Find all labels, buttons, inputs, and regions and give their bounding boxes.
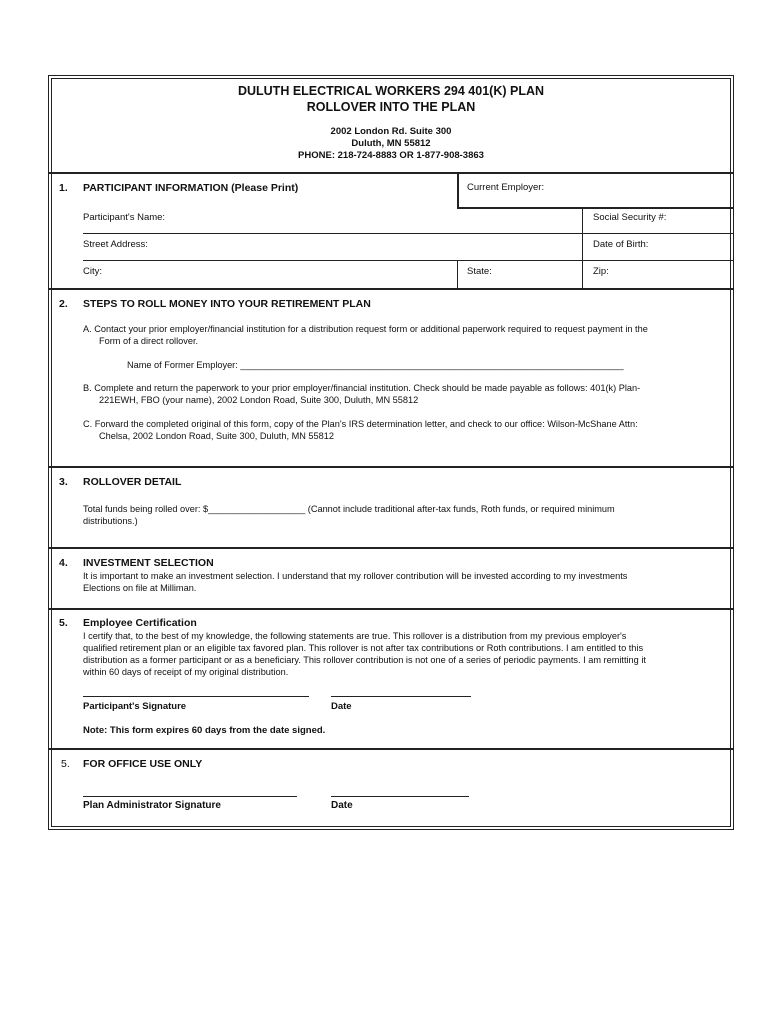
form-subtitle: ROLLOVER INTO THE PLAN <box>306 100 476 114</box>
step-a-text: A. Contact your prior employer/financial institution for a distribution request form or additional paperwork required to request payment in the <box>83 324 648 334</box>
admin-signature-label: Plan Administrator Signature <box>83 800 221 811</box>
section-title: INVESTMENT SELECTION <box>83 557 214 569</box>
step-b-text: B. Complete and return the paperwork to your prior employer/financial institution. Check should be made payable as follows: 401(k) Plan- <box>83 383 641 393</box>
section-number: 3. <box>59 476 68 488</box>
address-line-2: Duluth, MN 55812 <box>351 138 431 149</box>
section-title: Employee Certification <box>83 617 197 629</box>
city-field[interactable]: City: <box>83 266 102 277</box>
total-funds-note: distributions.) <box>83 516 138 526</box>
section-title: PARTICIPANT INFORMATION (Please Print) <box>83 182 299 194</box>
participant-date-line[interactable] <box>331 696 471 697</box>
certification-text: qualified retirement plan or an eligible tax favored plan. This rollover is not after tax contributions or Roth contributions. I am entitled to this <box>83 643 644 653</box>
form-frame <box>48 75 734 830</box>
address-line-1: 2002 London Rd. Suite 300 <box>330 126 452 137</box>
section-title: FOR OFFICE USE ONLY <box>83 758 203 770</box>
step-c-text-cont: Chelsa, 2002 London Road, Suite 300, Duluth, MN 55812 <box>99 431 334 441</box>
step-a-text-cont: Form of a direct rollover. <box>99 336 199 346</box>
ssn-field[interactable]: Social Security #: <box>593 212 667 223</box>
form-title: DULUTH ELECTRICAL WORKERS 294 401(K) PLAN <box>237 84 545 98</box>
divider <box>582 208 583 288</box>
current-employer-field[interactable]: Current Employer: <box>467 182 545 193</box>
divider <box>457 207 733 209</box>
divider <box>49 547 733 549</box>
step-c-text: C. Forward the completed original of this form, copy of the Plan's IRS determination letter, and check to our office: Wilson-McShane Attn: <box>83 419 638 429</box>
street-address-field[interactable]: Street Address: <box>83 239 148 250</box>
divider <box>49 748 733 750</box>
certification-text: I certify that, to the best of my knowledge, the following statements are true. This rollover is a distribution from my previous employer's <box>83 631 627 641</box>
admin-signature-line[interactable] <box>83 796 297 797</box>
section-number: 2. <box>59 298 68 310</box>
certification-text: distribution as a former participant or as a beneficiary. This rollover contribution is not one of a series of periodic payments. I am remitting it <box>83 655 646 665</box>
participant-signature-label: Participant's Signature <box>83 701 187 712</box>
section-number: 1. <box>59 182 68 194</box>
section-number: 5. <box>59 617 68 629</box>
divider <box>49 466 733 468</box>
participant-date-label: Date <box>331 701 352 712</box>
investment-text: It is important to make an investment selection. I understand that my rollover contribution will be invested according to my investments <box>83 571 628 581</box>
zip-field[interactable]: Zip: <box>593 266 609 277</box>
admin-date-label: Date <box>331 800 353 811</box>
phone-line: PHONE: 218-724-8883 OR 1-877-908-3863 <box>298 150 484 161</box>
divider <box>457 261 458 288</box>
investment-text-cont: Elections on file at Milliman. <box>83 583 197 593</box>
section-number: 5. <box>61 758 70 770</box>
participant-signature-line[interactable] <box>83 696 309 697</box>
former-employer-field[interactable]: Name of Former Employer: ___________________________________________________________________________ <box>127 360 624 370</box>
divider <box>49 608 733 610</box>
admin-date-line[interactable] <box>331 796 469 797</box>
step-b-text-cont: 221EWH, FBO (your name), 2002 London Road, Suite 300, Duluth, MN 55812 <box>99 395 419 405</box>
total-funds-field[interactable]: Total funds being rolled over: $___________________ (Cannot include traditional after-tax funds, Roth funds, or required minimum <box>83 504 615 514</box>
expiration-note: Note: This form expires 60 days from the date signed. <box>83 725 326 736</box>
date-of-birth-field[interactable]: Date of Birth: <box>593 239 649 250</box>
divider <box>49 172 733 174</box>
divider <box>83 260 733 261</box>
state-field[interactable]: State: <box>467 266 492 277</box>
divider <box>457 173 459 207</box>
section-title: STEPS TO ROLL MONEY INTO YOUR RETIREMENT PLAN <box>83 298 371 310</box>
certification-text: within 60 days of receipt of my original distribution. <box>83 667 289 677</box>
divider <box>49 288 733 290</box>
section-number: 4. <box>59 557 68 569</box>
section-title: ROLLOVER DETAIL <box>83 476 182 488</box>
participant-name-field[interactable]: Participant's Name: <box>83 212 166 223</box>
divider <box>83 233 733 234</box>
